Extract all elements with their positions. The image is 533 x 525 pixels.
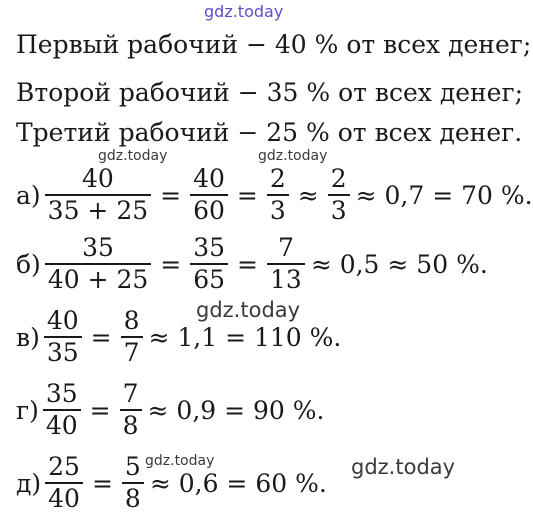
watermark-lower-right: gdz.today: [351, 455, 456, 479]
expression-result: ≈ 0,5 ≈ 50 %.: [310, 249, 488, 279]
numerator: 2: [269, 164, 286, 193]
expression-label: б): [16, 249, 41, 279]
denominator: 3: [330, 196, 347, 225]
expression-a: [16, 164, 533, 226]
denominator: 3: [269, 196, 286, 225]
equals-sign: =: [160, 249, 182, 279]
numerator: 35: [193, 233, 226, 262]
fraction: [190, 233, 228, 295]
fraction: [45, 164, 151, 226]
expression-b: [16, 233, 488, 295]
equals-sign: =: [237, 249, 258, 279]
expression-d: [16, 452, 327, 514]
numerator: 40: [193, 164, 225, 193]
expression-result: ≈ 1,1 = 110 %.: [148, 322, 342, 352]
denominator: 65: [193, 265, 226, 294]
denominator: 40: [48, 484, 80, 513]
equals-sign: =: [160, 180, 182, 210]
denominator: 13: [270, 265, 302, 294]
watermark-center: gdz.today: [196, 298, 301, 322]
expression-result: ≈ 0,6 = 60 %.: [149, 468, 327, 498]
denominator: 8: [124, 484, 141, 513]
numerator: 7: [122, 379, 139, 408]
denominator: 7: [123, 338, 140, 367]
expression-g: [16, 379, 324, 441]
denominator: 35 + 25: [47, 196, 149, 225]
fraction: [190, 164, 228, 226]
equals-sign: =: [91, 468, 113, 498]
expression-label: а): [16, 180, 41, 210]
expression-result: ≈ 0,9 = 90 %.: [147, 395, 325, 425]
expression-label: д): [16, 468, 42, 498]
denominator: 40 + 25: [47, 265, 149, 294]
fraction: [328, 164, 350, 226]
approx-sign: ≈: [297, 180, 319, 210]
numerator: 5: [124, 452, 141, 481]
numerator: 35: [45, 379, 78, 408]
numerator: 7: [277, 233, 294, 262]
watermark-lower-small: gdz.today: [145, 453, 215, 469]
fraction: [43, 379, 81, 441]
fraction: [122, 452, 144, 514]
denominator: 60: [193, 196, 225, 225]
watermark-mid-left: gdz.today: [98, 148, 168, 164]
watermark-mid-right: gdz.today: [258, 148, 328, 164]
equals-sign: =: [236, 180, 258, 210]
text-line-second-worker: Второй рабочий − 35 % от всех денег;: [16, 78, 523, 107]
equals-sign: =: [89, 395, 111, 425]
fraction: [45, 233, 151, 295]
numerator: 35: [82, 233, 114, 262]
text-line-first-worker: Первый рабочий − 40 % от всех денег;: [16, 30, 532, 59]
expression-label: в): [16, 322, 40, 352]
expression-result: ≈ 0,7 = 70 %.: [355, 180, 533, 210]
denominator: 40: [45, 411, 78, 440]
numerator: 40: [82, 164, 114, 193]
fraction: [121, 306, 143, 368]
text-line-third-worker: Третий рабочий − 25 % от всех денег.: [16, 118, 523, 147]
expression-v: [16, 306, 341, 368]
expression-label: г): [16, 395, 39, 425]
numerator: 40: [46, 306, 79, 335]
fraction: [120, 379, 142, 441]
fraction: [44, 306, 82, 368]
numerator: 25: [48, 452, 80, 481]
fraction: [267, 164, 289, 226]
fraction: [45, 452, 83, 514]
equals-sign: =: [90, 322, 112, 352]
numerator: 8: [123, 306, 140, 335]
numerator: 2: [330, 164, 347, 193]
watermark-top: gdz.today: [204, 2, 284, 21]
fraction: [267, 233, 305, 295]
denominator: 8: [122, 411, 139, 440]
denominator: 35: [46, 338, 79, 367]
